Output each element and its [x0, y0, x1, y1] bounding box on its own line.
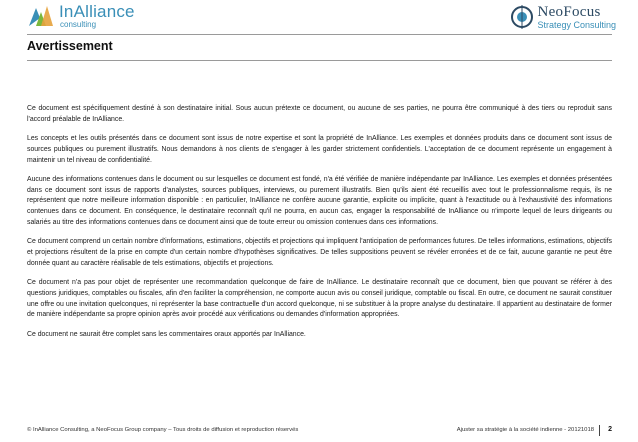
neofocus-logo-sub: Strategy Consulting	[537, 19, 616, 30]
footer	[27, 425, 612, 437]
inalliance-logo-name: InAlliance	[59, 2, 135, 21]
paragraph: Ce document comprend un certain nombre d'informations, estimations, objectifs et projections qui impliquent l'anticipation de performances futures. De telles informations, estimations, objectifs et projections résultent de la prise en compte d'un certain nombre d'hypothèses significatives. De telles suppositions peuvent se révéler erronées et de ce fait, aucune garantie ne peut être donnée quant au caractère réalisable de tels estimations, objectifs et projections.	[27, 238, 612, 267]
paragraph: Ce document n'a pas pour objet de représenter une recommandation quelconque de faire de InAlliance. Le destinataire reconnaît que ce document, bien que pouvant se référer à des questions juridiques, comptables ou fiscales, afin d'en faciliter la compréhension, ne comporte aucun avis ou conseil juridique, comptable ou fiscal. En outre, ce document ne saurait constituer une offre ou une invitation quelconques, ni représenter la base contractuelle d'un accord quelconque, ni se substituer à la propre analyse du destinataire. Il appartient au destinataire de former de manière indépendante sa propre opinion après avoir procédé aux vérifications ou demandes d'information appropriées.	[27, 278, 612, 319]
footer-document-title: Ajuster sa stratégie à la société indienne - 20121018	[456, 427, 594, 433]
inalliance-logo-icon	[27, 4, 55, 28]
title-divider-bottom	[27, 60, 612, 61]
inalliance-logo-sub: consulting	[60, 20, 97, 29]
title-divider-top	[27, 34, 612, 35]
paragraph: Ce document est spécifiquement destiné à son destinataire initial. Sous aucun prétexte ce document, ou aucune de ses parties, ne pourra être communiqué à des tiers ou reproduit sans l'accord préalable de InAlliance.	[27, 105, 612, 123]
paragraph: Ce document ne saurait être complet sans les commentaires oraux apportés par InAlliance.	[27, 330, 306, 338]
page-number: 2	[608, 426, 612, 433]
page-title: Avertissement	[27, 39, 113, 53]
neofocus-logo	[510, 3, 616, 31]
footer-separator	[599, 425, 600, 436]
neofocus-logo-icon	[510, 5, 534, 29]
neofocus-logo-name: NeoFocus	[537, 3, 601, 20]
paragraph: Aucune des informations contenues dans le document ou sur lesquelles ce document est fondé, n'a été vérifiée de manière indépendante par InAlliance. Les exemples et données présentées dans ce document sont issus de rapports d'analystes, sources publiques, interviews, ou purement illustratifs. Bien qu'ils aient été recueillis avec tout le professionnalisme requis, ils ne représentent que notre meilleure information disponible : en particulier, InAlliance ne confère aucune garantie, explicite ou implicite, quant à l'exactitude ou à l'exhaustivité des informations contenues dans ce document. En conséquence, le destinataire reconnaît qu'il ne pourra, en aucun cas, engager la responsabilité de InAlliance ou n'importe lequel de leurs dirigeants ou salariés au titre des informations contenues dans ce document ainsi que de toute erreur ou omission contenues dans ces informations.	[27, 175, 612, 226]
disclaimer-body	[27, 104, 612, 349]
inalliance-logo	[27, 3, 135, 29]
footer-copyright: © InAlliance Consulting, a NeoFocus Group company – Tous droits de diffusion et reproduction réservés	[27, 427, 299, 433]
header	[0, 0, 638, 32]
paragraph: Les concepts et les outils présentés dans ce document sont issus de notre expertise et sont la propriété de InAlliance. Les exemples et données produits dans ce document sont issus de sources publiques ou purement illustratifs. Nous demandons à nos clients de s'engager à les garder strictement confidentiels. L'acceptation de ce document représente un engagement à maintenir un tel niveau de confidentialité.	[27, 134, 612, 164]
